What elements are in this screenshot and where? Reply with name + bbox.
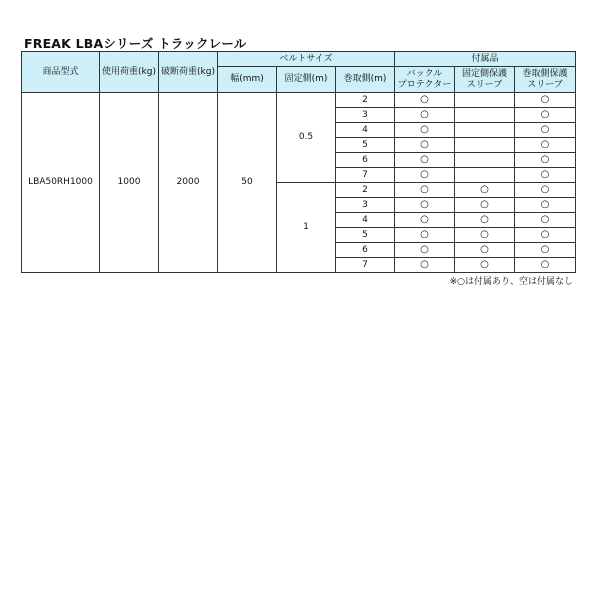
cell-fixed-side: 0.5 — [277, 93, 336, 183]
cell-wind-sleeve: ○ — [515, 228, 576, 243]
cell-fixed-sleeve: ○ — [455, 198, 515, 213]
cell-fixed-sleeve — [455, 93, 515, 108]
cell-wind-side: 2 — [336, 93, 395, 108]
cell-wind-sleeve: ○ — [515, 243, 576, 258]
cell-fixed-sleeve — [455, 108, 515, 123]
cell-load: 1000 — [100, 93, 159, 273]
header-fixed-sleeve — [455, 67, 515, 93]
cell-buckle: ○ — [395, 138, 455, 153]
cell-buckle: ○ — [395, 153, 455, 168]
cell-buckle: ○ — [395, 213, 455, 228]
header-row-1 — [22, 52, 576, 67]
cell-wind-sleeve: ○ — [515, 183, 576, 198]
header-fixed-sleeve-line-2: スリーブ — [466, 79, 503, 90]
header-fixed-sleeve-line-1: 固定側保護 — [461, 69, 507, 80]
cell-wind-side: 3 — [336, 108, 395, 123]
header-wind-sleeve — [515, 67, 576, 93]
cell-buckle: ○ — [395, 198, 455, 213]
cell-fixed-sleeve — [455, 153, 515, 168]
header-accessories: 付属品 — [395, 52, 576, 67]
cell-buckle: ○ — [395, 258, 455, 273]
cell-wind-side: 6 — [336, 243, 395, 258]
header-buckle-line-2: プロテクター — [397, 79, 452, 90]
cell-model: LBA50RH1000 — [22, 93, 100, 273]
cell-buckle: ○ — [395, 183, 455, 198]
table-row — [22, 93, 576, 108]
header-wind-side: 巻取側(m) — [336, 67, 395, 93]
cell-wind-sleeve: ○ — [515, 123, 576, 138]
cell-wind-sleeve: ○ — [515, 168, 576, 183]
cell-fixed-sleeve: ○ — [455, 258, 515, 273]
spec-table — [21, 51, 576, 273]
cell-wind-side: 7 — [336, 258, 395, 273]
cell-break: 2000 — [159, 93, 218, 273]
cell-fixed-side: 1 — [277, 183, 336, 273]
cell-wind-sleeve: ○ — [515, 138, 576, 153]
header-belt-size: ベルトサイズ — [218, 52, 395, 67]
header-wind-sleeve-line-1: 巻取側保護 — [522, 69, 568, 80]
cell-buckle: ○ — [395, 123, 455, 138]
header-model: 商品型式 — [22, 52, 100, 93]
cell-buckle: ○ — [395, 108, 455, 123]
cell-wind-side: 5 — [336, 228, 395, 243]
cell-fixed-sleeve: ○ — [455, 183, 515, 198]
cell-wind-side: 6 — [336, 153, 395, 168]
header-break: 破断荷重(kg) — [159, 52, 218, 93]
cell-wind-side: 7 — [336, 168, 395, 183]
header-width: 幅(mm) — [218, 67, 277, 93]
header-buckle-protector — [395, 67, 455, 93]
header-wind-sleeve-line-2: スリーブ — [527, 79, 563, 90]
cell-wind-side: 3 — [336, 198, 395, 213]
cell-fixed-sleeve — [455, 123, 515, 138]
cell-buckle: ○ — [395, 243, 455, 258]
cell-fixed-sleeve: ○ — [455, 243, 515, 258]
footnote: ※○は付属あり、空は付属なし — [449, 277, 573, 287]
cell-buckle: ○ — [395, 93, 455, 108]
header-buckle-line-1: バックル — [406, 69, 443, 80]
cell-wind-side: 5 — [336, 138, 395, 153]
cell-wind-sleeve: ○ — [515, 258, 576, 273]
cell-wind-side: 4 — [336, 123, 395, 138]
cell-wind-sleeve: ○ — [515, 153, 576, 168]
cell-wind-sleeve: ○ — [515, 93, 576, 108]
cell-wind-side: 4 — [336, 213, 395, 228]
cell-wind-sleeve: ○ — [515, 198, 576, 213]
cell-fixed-sleeve — [455, 138, 515, 153]
cell-fixed-sleeve: ○ — [455, 213, 515, 228]
page-title: FREAK LBAシリーズ トラックレール — [24, 36, 247, 51]
cell-fixed-sleeve — [455, 168, 515, 183]
cell-width: 50 — [218, 93, 277, 273]
cell-wind-sleeve: ○ — [515, 108, 576, 123]
cell-buckle: ○ — [395, 168, 455, 183]
cell-wind-side: 2 — [336, 183, 395, 198]
header-load: 使用荷重(kg) — [100, 52, 159, 93]
header-fixed-side: 固定側(m) — [277, 67, 336, 93]
cell-wind-sleeve: ○ — [515, 213, 576, 228]
cell-buckle: ○ — [395, 228, 455, 243]
cell-fixed-sleeve: ○ — [455, 228, 515, 243]
